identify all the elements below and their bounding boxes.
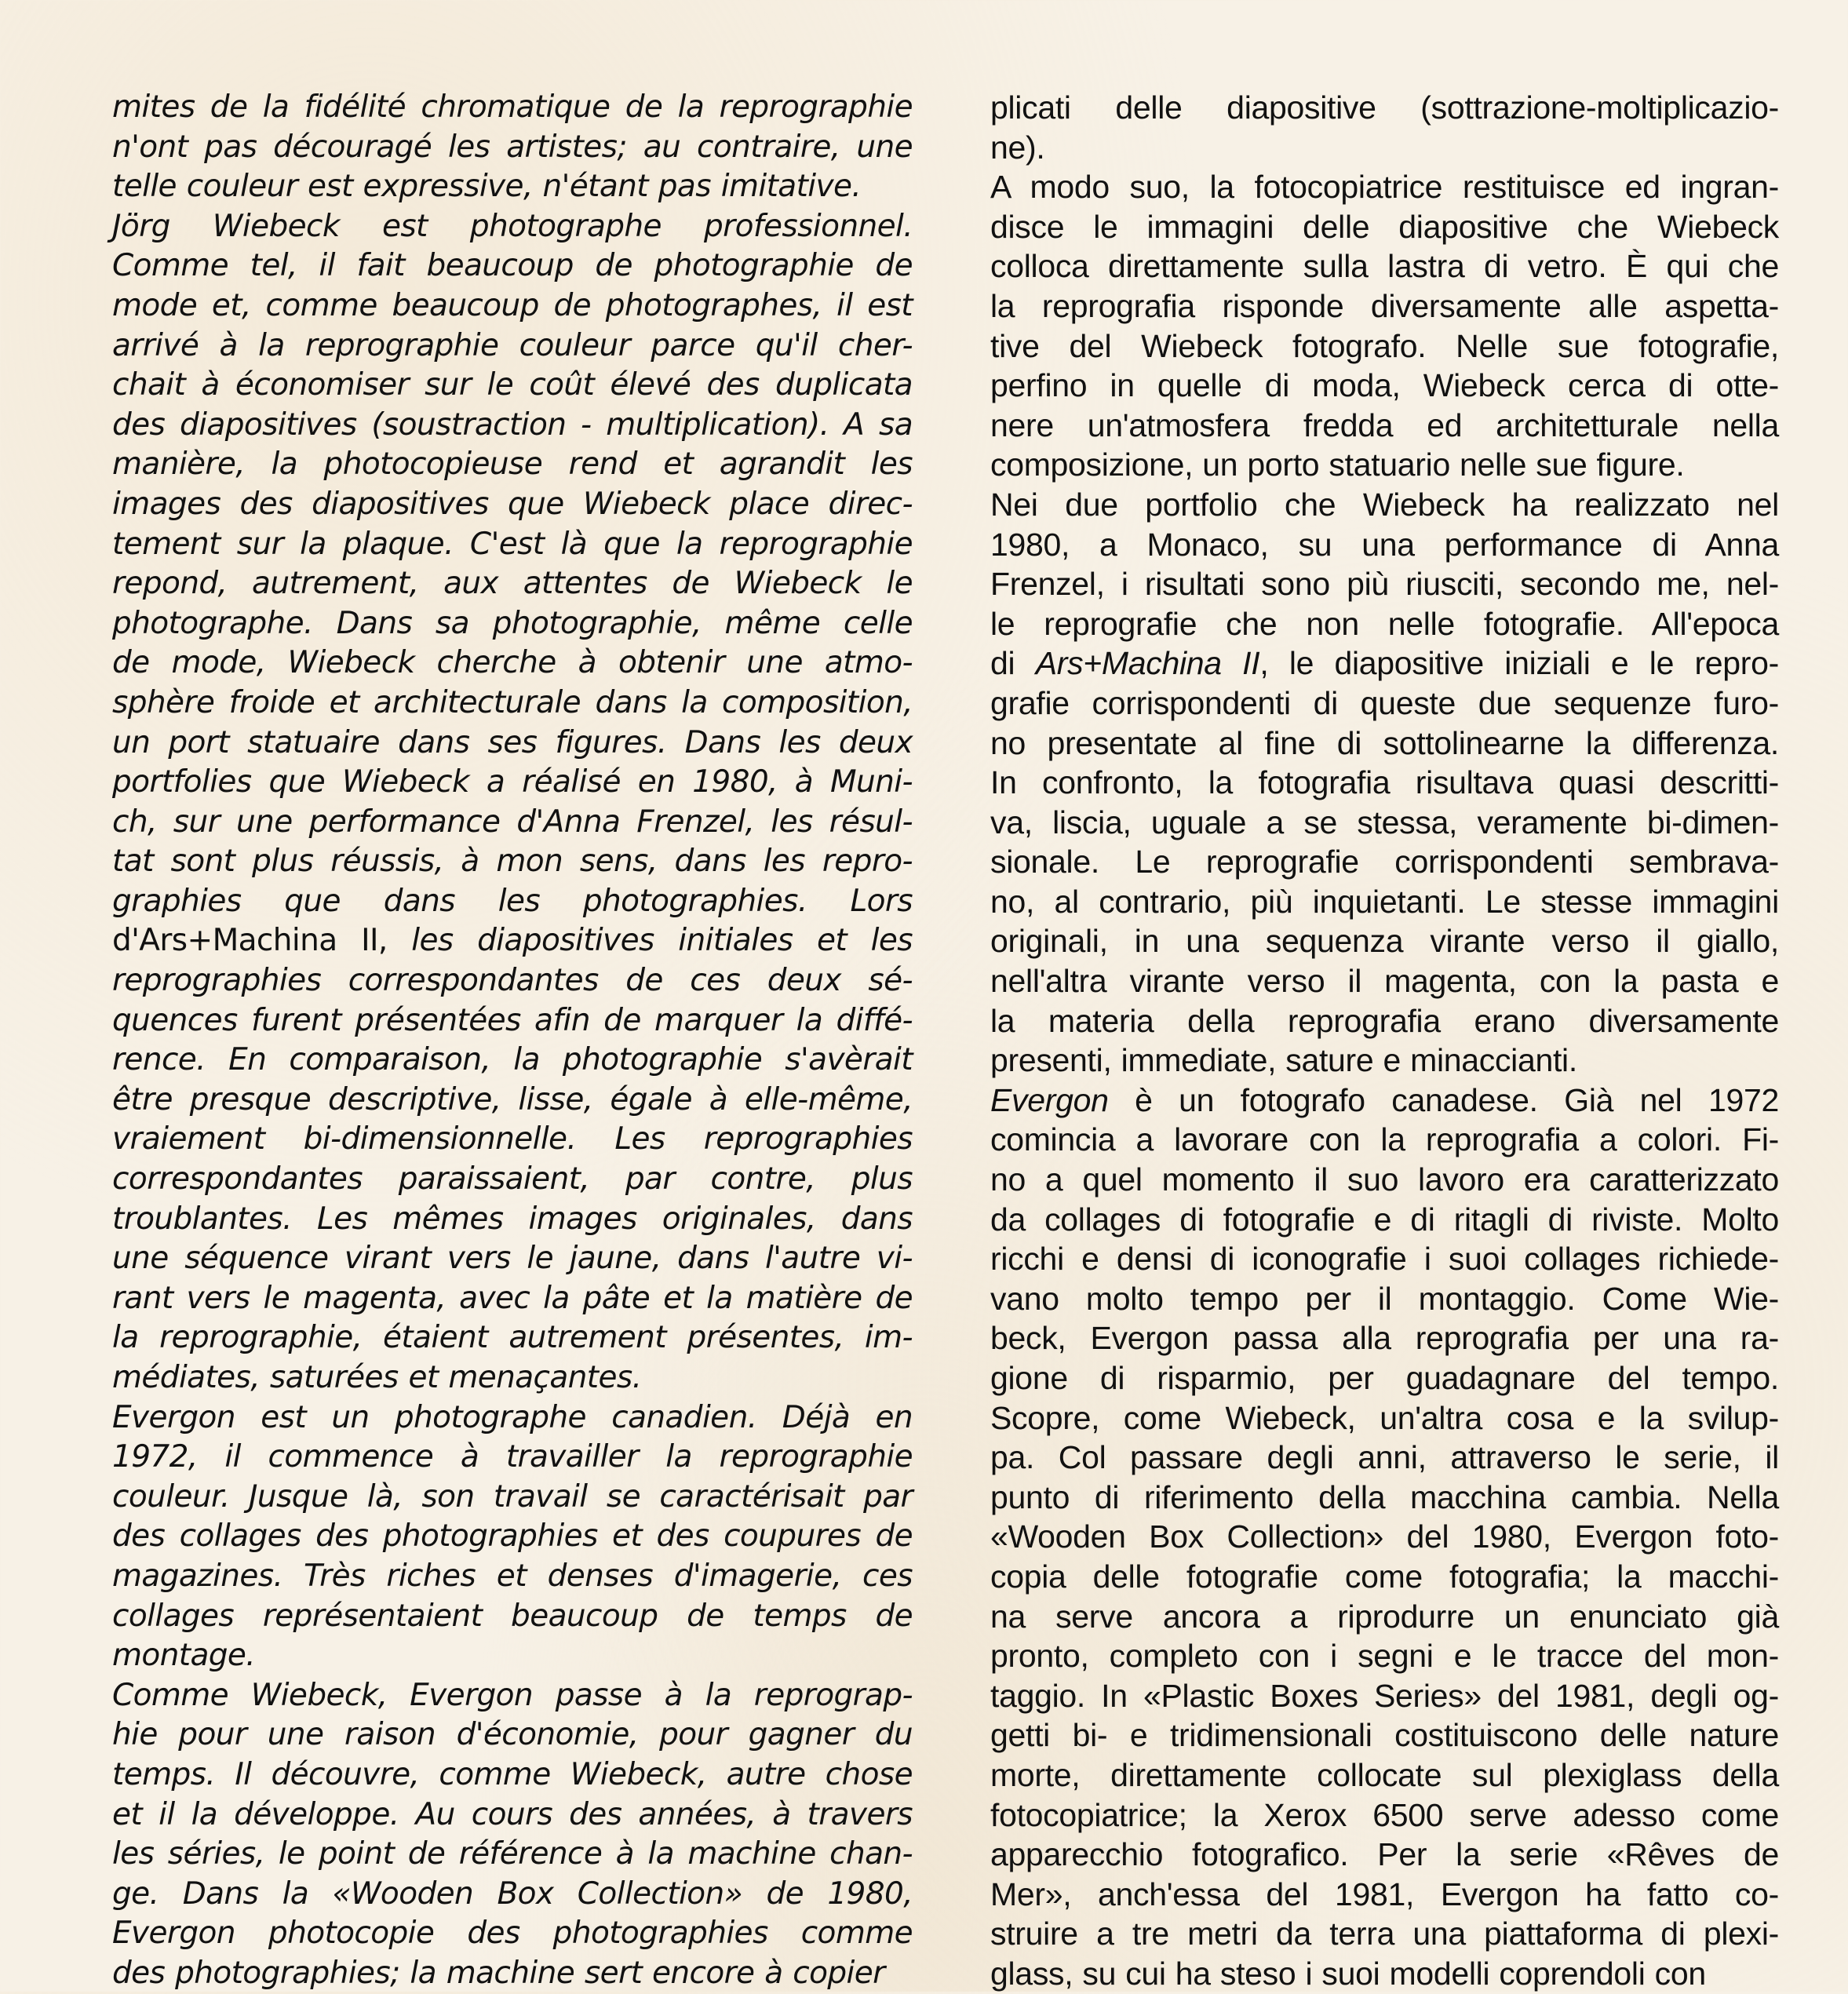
text-line: pa. Col passare degli anni, attraverso le serie, il	[990, 1439, 1779, 1476]
text-line: correspondantes paraissaient, par contre, plus	[112, 1161, 913, 1197]
text-line: Scopre, come Wiebeck, un'altra cosa e la svilup-	[990, 1399, 1779, 1436]
text-line: couleur. Jusque là, son travail se caractérisait par	[112, 1478, 913, 1515]
french-text-column	[112, 88, 913, 1994]
text-line: temps. Il découvre, comme Wiebeck, autre chose	[112, 1756, 913, 1792]
text-line: images des diapositives que Wiebeck place direc-	[112, 486, 913, 522]
text-line: ge. Dans la «Wooden Box Collection» de 1980,	[112, 1876, 913, 1912]
text-line: de mode, Wiebeck cherche à obtenir une atmo-	[112, 645, 913, 681]
text-line: gione di risparmio, per guadagnare del tempo.	[990, 1360, 1779, 1396]
text-line: 1980, a Monaco, su una performance di Anna	[990, 526, 1779, 563]
text-line: repond, autrement, aux attentes de Wiebeck le	[112, 566, 913, 602]
text-line: quences furent présentées afin de marquer la diffé-	[112, 1002, 913, 1038]
text-line: va, liscia, uguale a se stessa, veramente bi-dimen-	[990, 804, 1779, 840]
text-line: «Wooden Box Collection» del 1980, Evergon foto-	[990, 1518, 1779, 1555]
text-line: hie pour une raison d'économie, pour gagner du	[112, 1717, 913, 1753]
text-line: perfino in quelle di moda, Wiebeck cerca di otte-	[990, 367, 1779, 404]
text-line: fotocopiatrice; la Xerox 6500 serve adesso come	[990, 1796, 1779, 1833]
text-line: ne).	[990, 129, 1045, 166]
text-line: manière, la photocopieuse rend et agrandit les	[112, 447, 913, 483]
text-line: Frenzel, i risultati sono più riusciti, secondo me, nel-	[990, 566, 1779, 603]
text-line: presenti, immediate, sature e minaccianti.	[990, 1042, 1577, 1079]
text-line: na serve ancora a riprodurre un enunciato già	[990, 1598, 1779, 1635]
text-line: getti bi- e tridimensionali costituiscono delle nature	[990, 1717, 1779, 1754]
text-line: des collages des photographies et des coupures de	[112, 1518, 913, 1555]
text-line: vano molto tempo per il montaggio. Come Wie-	[990, 1280, 1779, 1317]
text-line: arrivé à la reprographie couleur parce qu'il cher-	[112, 327, 913, 363]
text-line: des photographies; la machine sert encore à copier	[112, 1955, 885, 1991]
text-line: no, al contrario, più inquietanti. Le stesse immagini	[990, 883, 1779, 920]
text-line: troublantes. Les mêmes images originales, dans	[112, 1201, 913, 1237]
text-line: sionale. Le reprografie corrispondenti sembrava-	[990, 844, 1779, 880]
text-line: A modo suo, la fotocopiatrice restituisce ed ingran-	[990, 169, 1779, 206]
text-line: struire a tre metri da terra una piattaforma di plexi-	[990, 1916, 1779, 1952]
text-line: chait à économiser sur le coût élevé des duplicata	[112, 367, 913, 403]
text-line: tat sont plus réussis, à mon sens, dans les repro-	[112, 844, 913, 880]
text-line: disce le immagini delle diapositive che Wiebeck	[990, 208, 1779, 245]
text-line: d'Ars+Machina II, les diapositives initiales et les	[112, 923, 913, 959]
text-line: pronto, completo con i segni e le tracce del mon-	[990, 1638, 1779, 1675]
text-line: reprographies correspondantes de ces deux sé-	[112, 963, 913, 999]
text-line: mode et, comme beaucoup de photographes, il est	[112, 287, 913, 323]
text-line: rence. En comparaison, la photographie s'avèrait	[112, 1042, 913, 1078]
text-line: sphère froide et architecturale dans la composition,	[112, 684, 913, 720]
text-line: rant vers le magenta, avec la pâte et la matière de	[112, 1280, 913, 1316]
text-line: le reprografie che non nelle fotografie. All'epoca	[990, 605, 1779, 642]
text-line: Evergon è un fotografo canadese. Già nel 1972	[990, 1081, 1779, 1118]
text-line: no presentate al fine di sottolinearne la differenza.	[990, 724, 1779, 761]
styled-span: Evergon	[990, 1081, 1109, 1118]
text-line: grafie corrispondenti di queste due sequenze furo-	[990, 684, 1779, 721]
text-line: graphies que dans les photographies. Lors	[112, 883, 913, 919]
text-line: un port statuaire dans ses figures. Dans les deux	[112, 724, 913, 760]
text-line: mites de la fidélité chromatique de la reprographie	[112, 89, 913, 125]
text-line: Mer», anch'essa del 1981, Evergon ha fatto co-	[990, 1876, 1779, 1912]
text-line: Comme tel, il fait beaucoup de photographie de	[112, 248, 913, 284]
text-line: montage.	[112, 1638, 256, 1674]
text-line: beck, Evergon passa alla reprografia per una ra-	[990, 1320, 1779, 1357]
text-line: une séquence virant vers le jaune, dans l'autre vi-	[112, 1241, 913, 1277]
text-line: tement sur la plaque. C'est là que la reprographie	[112, 526, 913, 562]
text-line: nell'altra virante verso il magenta, con la pasta e	[990, 963, 1779, 1000]
text-line: ricchi e densi di iconografie i suoi collages richiede-	[990, 1241, 1779, 1278]
text-line: et il la développe. Au cours des années, à travers	[112, 1796, 913, 1832]
text-line: nere un'atmosfera fredda ed architetturale nella	[990, 406, 1779, 443]
text-line: Jörg Wiebeck est photographe professionnel.	[112, 208, 913, 244]
text-line: colloca direttamente sulla lastra di vetro. È qui che	[990, 248, 1779, 285]
text-line: Evergon photocopie des photographies comme	[112, 1916, 913, 1952]
text-line: la materia della reprografia erano diversamente	[990, 1002, 1779, 1039]
text-line: collages représentaient beaucoup de temps de	[112, 1598, 913, 1634]
text-line: da collages di fotografie e di ritagli di riviste. Molto	[990, 1201, 1779, 1238]
text-line: Comme Wiebeck, Evergon passe à la reprograp-	[112, 1677, 913, 1713]
text-line: médiates, saturées et menaçantes.	[112, 1360, 642, 1395]
text-line: di Ars+Machina II, le diapositive iniziali e le repro-	[990, 645, 1780, 682]
text-line: vraiement bi-dimensionnelle. Les reprographies	[112, 1121, 913, 1157]
text-line: originali, in una sequenza virante verso il giallo,	[990, 923, 1779, 960]
text-line: Nei due portfolio che Wiebeck ha realizzato nel	[990, 486, 1779, 523]
text-line: n'ont pas découragé les artistes; au contraire, une	[112, 129, 913, 165]
text-line: morte, direttamente collocate sul plexiglass della	[990, 1756, 1779, 1793]
text-line: copia delle fotografie come fotografia; la macchi-	[990, 1558, 1779, 1595]
text-line: plicati delle diapositive (sottrazione-moltiplicazio-	[990, 89, 1779, 126]
text-line: la reprografia risponde diversamente alle aspetta-	[990, 287, 1779, 324]
styled-span: d'Ars+Machina II,	[112, 923, 388, 959]
text-line: Evergon est un photographe canadien. Déjà en	[112, 1399, 913, 1435]
text-line: no a quel momento il suo lavoro era caratterizzato	[990, 1161, 1779, 1198]
text-line: magazines. Très riches et denses d'imagerie, ces	[112, 1558, 913, 1594]
text-line: glass, su cui ha steso i suoi modelli coprendoli con	[990, 1955, 1706, 1992]
text-line: In confronto, la fotografia risultava quasi descritti-	[990, 764, 1779, 801]
text-line: telle couleur est expressive, n'étant pas imitative.	[112, 169, 862, 205]
text-line: être presque descriptive, lisse, égale à elle-même,	[112, 1081, 913, 1117]
text-line: apparecchio fotografico. Per la serie «Rêves de	[990, 1836, 1779, 1873]
text-line: 1972, il commence à travailler la reprographie	[112, 1439, 913, 1475]
text-line: composizione, un porto statuario nelle sue figure.	[990, 447, 1685, 483]
text-line: punto di riferimento della macchina cambia. Nella	[990, 1478, 1779, 1515]
text-line: la reprographie, étaient autrement présentes, im-	[112, 1320, 913, 1356]
italian-text-column	[990, 88, 1779, 1994]
text-line: photographe. Dans sa photographie, même celle	[112, 605, 913, 641]
text-line: taggio. In «Plastic Boxes Series» del 1981, degli og-	[990, 1677, 1779, 1714]
text-line: les séries, le point de référence à la machine chan-	[112, 1836, 913, 1872]
styled-span: Ars+Machina II	[1035, 645, 1260, 682]
text-line: tive del Wiebeck fotografo. Nelle sue fotografie,	[990, 327, 1779, 364]
text-line: portfolies que Wiebeck a réalisé en 1980, à Muni-	[112, 764, 913, 800]
text-line: ch, sur une performance d'Anna Frenzel, les résul-	[112, 804, 913, 840]
text-line: comincia a lavorare con la reprografia a colori. Fi-	[990, 1121, 1779, 1158]
text-line: des diapositives (soustraction - multiplication). A sa	[112, 406, 913, 443]
